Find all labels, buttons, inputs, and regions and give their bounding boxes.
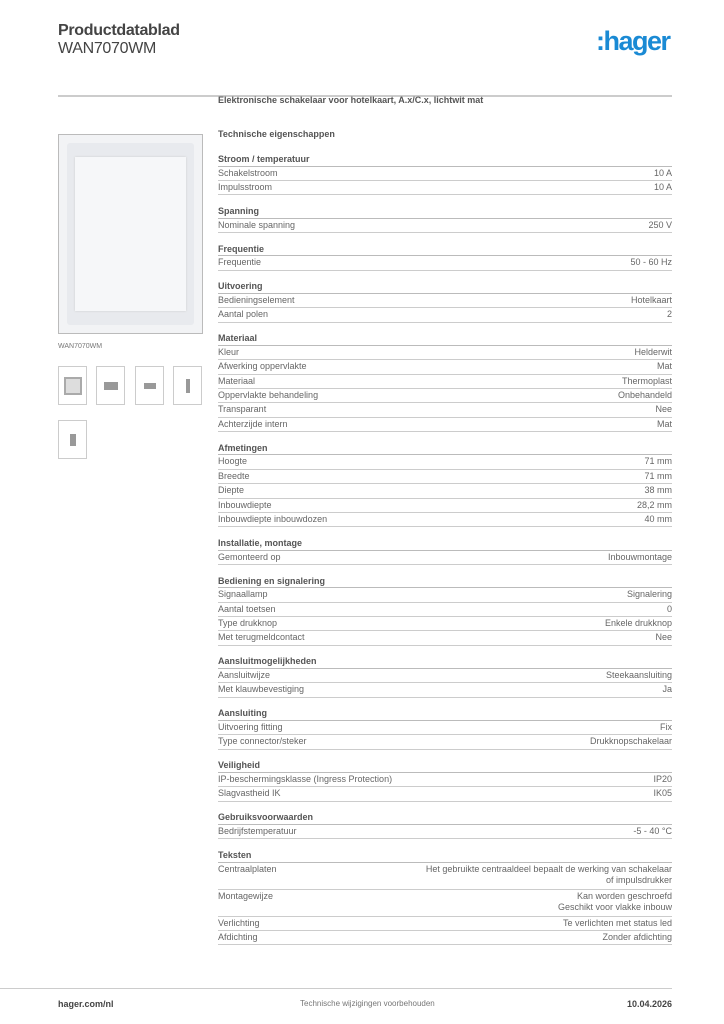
section-title: Uitvoering bbox=[218, 280, 672, 294]
spec-value: Thermoplast bbox=[621, 375, 672, 386]
thumbnail-front[interactable] bbox=[58, 366, 87, 405]
spec-label: Kleur bbox=[218, 346, 240, 357]
spec-section bbox=[218, 537, 672, 565]
spec-section bbox=[218, 442, 672, 528]
spec-value: IK05 bbox=[653, 788, 672, 799]
product-description: Elektronische schakelaar voor hotelkaart, A.x/C.x, lichtwit mat bbox=[218, 95, 484, 105]
spec-row bbox=[218, 787, 672, 801]
section-title: Materiaal bbox=[218, 332, 672, 346]
spec-row bbox=[218, 403, 672, 417]
hager-logo: :hager bbox=[596, 26, 670, 56]
spec-value: Fix bbox=[660, 722, 672, 733]
spec-row bbox=[218, 219, 672, 233]
spec-value: Signalering bbox=[626, 589, 672, 600]
spec-label: IP-beschermingsklasse (Ingress Protection) bbox=[218, 774, 393, 785]
spec-label: Slagvastheid IK bbox=[218, 788, 281, 799]
spec-row bbox=[218, 773, 672, 787]
spec-content bbox=[218, 96, 672, 955]
spec-row bbox=[218, 181, 672, 195]
section-title: Stroom / temperatuur bbox=[218, 153, 672, 167]
spec-section bbox=[218, 153, 672, 195]
spec-value: Te verlichten met status led bbox=[562, 917, 672, 928]
spec-section bbox=[218, 655, 672, 697]
spec-label: Gemonteerd op bbox=[218, 551, 281, 562]
spec-value: Inbouwmontage bbox=[607, 551, 672, 562]
spec-label: Type drukknop bbox=[218, 618, 278, 629]
spec-value: Kan worden geschroefd Geschikt voor vlakke inbouw bbox=[557, 890, 672, 913]
spec-row bbox=[218, 735, 672, 749]
spec-section bbox=[218, 332, 672, 432]
spec-label: Afwerking oppervlakte bbox=[218, 361, 307, 372]
spec-row bbox=[218, 375, 672, 389]
spec-label: Achterzijde intern bbox=[218, 418, 288, 429]
spec-row bbox=[218, 551, 672, 565]
spec-section bbox=[218, 280, 672, 322]
spec-row bbox=[218, 931, 672, 945]
image-caption: WAN7070WM bbox=[58, 343, 103, 350]
spec-row bbox=[218, 631, 672, 645]
spec-row bbox=[218, 863, 672, 890]
spec-row bbox=[218, 513, 672, 527]
spec-label: Breedte bbox=[218, 470, 250, 481]
spec-label: Inbouwdiepte inbouwdozen bbox=[218, 514, 328, 525]
spec-label: Schakelstroom bbox=[218, 167, 278, 178]
spec-label: Signaallamp bbox=[218, 589, 268, 600]
spec-label: Aansluitwijze bbox=[218, 670, 271, 681]
spec-row bbox=[218, 167, 672, 181]
spec-row bbox=[218, 617, 672, 631]
section-title: Teksten bbox=[218, 849, 672, 863]
thumbnail-bottom[interactable] bbox=[135, 366, 164, 405]
product-image bbox=[58, 134, 203, 334]
spec-label: Diepte bbox=[218, 485, 245, 496]
spec-value: Nee bbox=[655, 404, 672, 415]
page-title: Productdatablad bbox=[58, 22, 180, 39]
thumbnail-side-2[interactable] bbox=[58, 420, 87, 459]
spec-label: Inbouwdiepte bbox=[218, 499, 272, 510]
footer-divider bbox=[0, 988, 672, 989]
spec-row bbox=[218, 669, 672, 683]
spec-row bbox=[218, 917, 672, 931]
spec-value: 10 A bbox=[653, 167, 672, 178]
spec-row bbox=[218, 890, 672, 917]
spec-value: 28,2 mm bbox=[636, 499, 672, 510]
spec-row bbox=[218, 603, 672, 617]
spec-label: Verlichting bbox=[218, 917, 260, 928]
spec-row bbox=[218, 825, 672, 839]
spec-label: Uitvoering fitting bbox=[218, 722, 283, 733]
spec-label: Bedrijfstemperatuur bbox=[218, 826, 297, 837]
section-title: Spanning bbox=[218, 205, 672, 219]
spec-label: Afdichting bbox=[218, 932, 258, 943]
spec-value: 2 bbox=[666, 309, 672, 320]
section-title: Veiligheid bbox=[218, 759, 672, 773]
tech-heading: Technische eigenschappen bbox=[218, 129, 335, 139]
spec-row bbox=[218, 294, 672, 308]
spec-value: Mat bbox=[656, 361, 672, 372]
thumbnail-side[interactable] bbox=[173, 366, 202, 405]
spec-label: Centraalplaten bbox=[218, 863, 277, 874]
spec-label: Montagewijze bbox=[218, 890, 274, 901]
spec-value: Nee bbox=[655, 632, 672, 643]
section-title: Aansluitmogelijkheden bbox=[218, 655, 672, 669]
footer-notice: Technische wijzigingen voorbehouden bbox=[300, 999, 435, 1008]
spec-row bbox=[218, 308, 672, 322]
spec-section bbox=[218, 243, 672, 271]
spec-value: Zonder afdichting bbox=[602, 932, 672, 943]
spec-label: Frequentie bbox=[218, 257, 262, 268]
spec-section bbox=[218, 759, 672, 801]
section-title: Bediening en signalering bbox=[218, 575, 672, 589]
spec-section bbox=[218, 205, 672, 233]
spec-label: Impulsstroom bbox=[218, 182, 273, 192]
spec-value: Steekaansluiting bbox=[605, 670, 672, 681]
section-title: Afmetingen bbox=[218, 442, 672, 456]
section-title: Aansluiting bbox=[218, 707, 672, 721]
spec-value: -5 - 40 °C bbox=[633, 826, 672, 837]
spec-row bbox=[218, 256, 672, 270]
footer-website[interactable]: hager.com/nl bbox=[58, 999, 114, 1009]
spec-value: 71 mm bbox=[644, 470, 672, 481]
spec-row bbox=[218, 418, 672, 432]
spec-row bbox=[218, 721, 672, 735]
spec-section bbox=[218, 575, 672, 646]
thumbnail-top[interactable] bbox=[96, 366, 125, 405]
spec-value: Helderwit bbox=[634, 346, 672, 357]
spec-value: 50 - 60 Hz bbox=[630, 257, 672, 268]
spec-value: IP20 bbox=[653, 774, 672, 785]
spec-label: Aantal polen bbox=[218, 309, 269, 320]
spec-value: 71 mm bbox=[644, 456, 672, 467]
product-code: WAN7070WM bbox=[58, 40, 157, 57]
spec-row bbox=[218, 484, 672, 498]
spec-section bbox=[218, 707, 672, 749]
spec-label: Materiaal bbox=[218, 375, 256, 386]
spec-value: 250 V bbox=[648, 219, 672, 230]
spec-value: Onbehandeld bbox=[617, 390, 672, 400]
spec-row bbox=[218, 499, 672, 513]
spec-section bbox=[218, 849, 672, 945]
section-title: Gebruiksvoorwaarden bbox=[218, 811, 672, 825]
spec-value: Mat bbox=[656, 418, 672, 429]
spec-row bbox=[218, 389, 672, 403]
spec-value: Drukknopschakelaar bbox=[589, 736, 672, 747]
spec-row bbox=[218, 470, 672, 484]
footer-date: 10.04.2026 bbox=[626, 999, 672, 1009]
spec-value: 10 A bbox=[653, 182, 672, 192]
spec-value: Hotelkaart bbox=[630, 294, 672, 305]
spec-row bbox=[218, 588, 672, 602]
spec-value: Enkele drukknop bbox=[604, 618, 672, 629]
spec-value: 40 mm bbox=[644, 514, 672, 525]
spec-label: Aantal toetsen bbox=[218, 603, 276, 614]
spec-row bbox=[218, 683, 672, 697]
spec-value: 38 mm bbox=[644, 485, 672, 496]
section-title: Frequentie bbox=[218, 243, 672, 257]
spec-section bbox=[218, 811, 672, 839]
switch-plate bbox=[67, 143, 194, 325]
spec-label: Met klauwbevestiging bbox=[218, 684, 305, 695]
spec-sections bbox=[218, 153, 672, 945]
spec-row bbox=[218, 455, 672, 469]
spec-value: Het gebruikte centraaldeel bepaalt de werking van schakelaar of impulsdrukker bbox=[425, 863, 672, 886]
spec-row bbox=[218, 346, 672, 360]
spec-value: Ja bbox=[662, 684, 672, 695]
spec-row bbox=[218, 360, 672, 374]
spec-label: Bedieningselement bbox=[218, 294, 295, 305]
spec-label: Type connector/steker bbox=[218, 736, 307, 747]
spec-label: Hoogte bbox=[218, 456, 248, 467]
spec-value: 0 bbox=[666, 603, 672, 614]
section-title: Installatie, montage bbox=[218, 537, 672, 551]
spec-label: Nominale spanning bbox=[218, 219, 296, 230]
spec-label: Oppervlakte behandeling bbox=[218, 390, 319, 400]
spec-label: Met terugmeldcontact bbox=[218, 632, 305, 643]
spec-label: Transparant bbox=[218, 404, 267, 415]
